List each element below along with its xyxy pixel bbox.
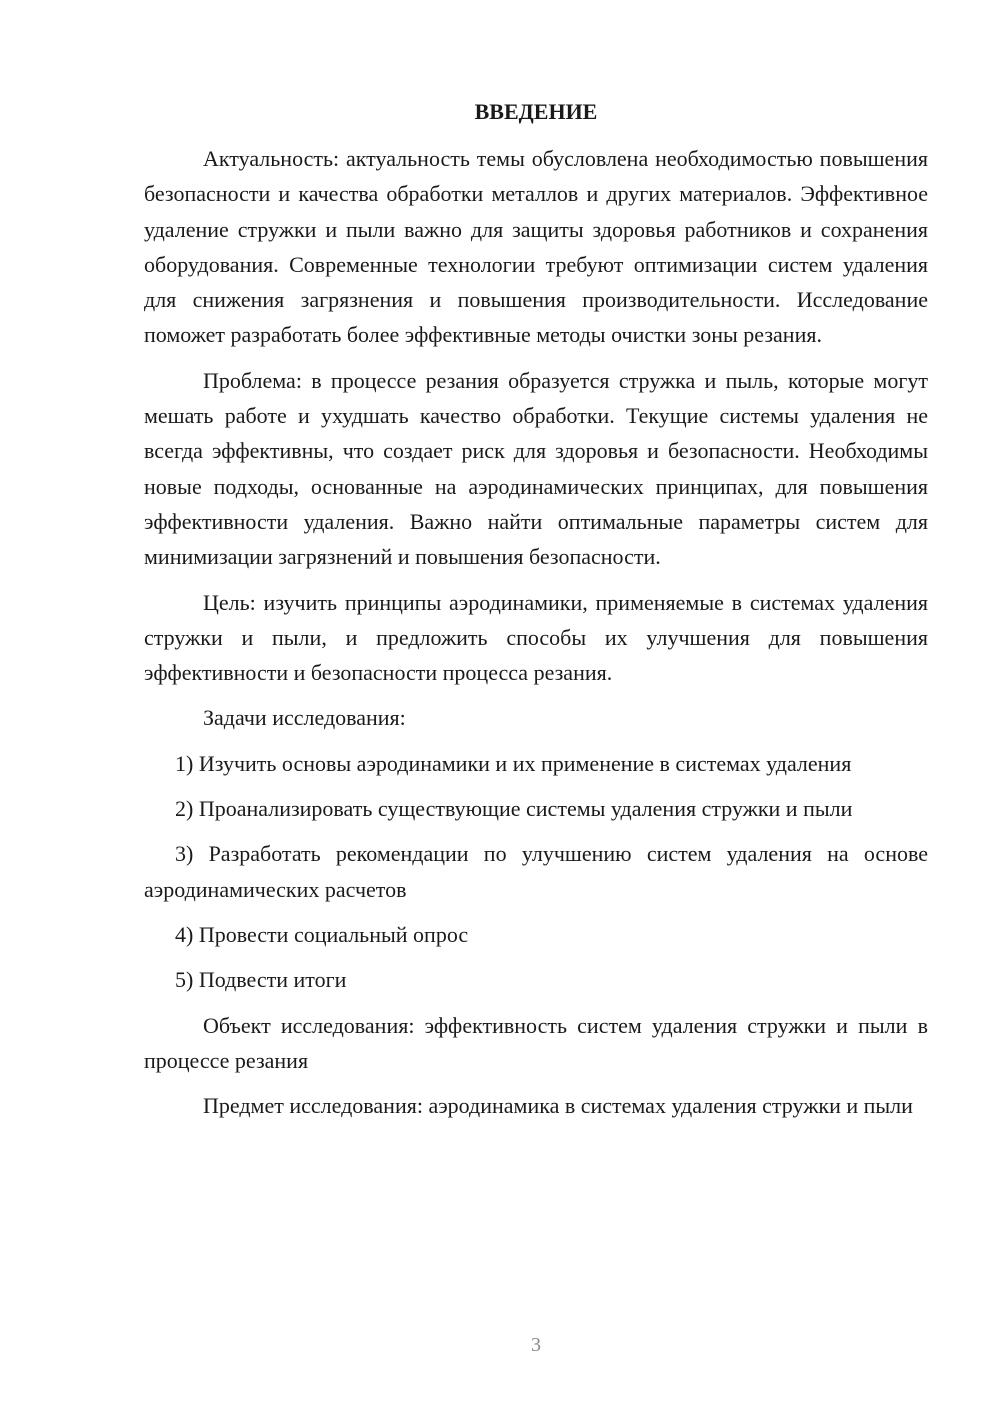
paragraph-object: Объект исследования: эффективность систем удаления стружки и пыли в процессе резания <box>144 1012 928 1073</box>
list-item: 2) Проанализировать существующие системы удаления стружки и пыли <box>175 796 853 822</box>
paragraph-problem: Проблема: в процессе резания образуется стружка и пыль, которые могут мешать работе и ухудшать качество обработки. Текущие системы удаления не всегда эффективны, что создает риск для здоровья и безопасности. Необходимы новые подходы, основанные на аэродинамических принципах, для повышения эффективности удаления. Важно найти оптимальные параметры систем для минимизации загрязнений и повышения безопасности. <box>144 367 928 570</box>
paragraph-subject: Предмет исследования: аэродинамика в системах удаления стружки и пыли <box>203 1093 913 1119</box>
tasks-title: Задачи исследования: <box>203 705 406 731</box>
page-number: 3 <box>531 1334 541 1356</box>
list-item: 3) Разработать рекомендации по улучшению систем удаления на основе аэродинамических расчетов <box>144 841 928 902</box>
list-item: 4) Провести социальный опрос <box>175 921 469 947</box>
paragraph-relevance: Актуальность: актуальность темы обусловлена необходимостью повышения безопасности и качества обработки металлов и других материалов. Эффективное удаление стружки и пыли важно для защиты здоровья работников и сохранения оборудования. Современные технологии требуют оптимизации систем удаления для снижения загрязнения и повышения производительности. Исследование поможет разработать более эффективные методы очистки зоны резания. <box>144 146 928 348</box>
list-item: 5) Подвести итоги <box>175 967 347 993</box>
paragraph-goal: Цель: изучить принципы аэродинамики, применяемые в системах удаления стружки и пыли, и предложить способы их улучшения для повышения эффективности и безопасности процесса резания. <box>144 589 928 686</box>
document-page <box>144 94 928 1133</box>
page-title: ВВЕДЕНИЕ <box>474 99 598 124</box>
list-item: 1) Изучить основы аэродинамики и их применение в системах удаления <box>175 750 852 776</box>
